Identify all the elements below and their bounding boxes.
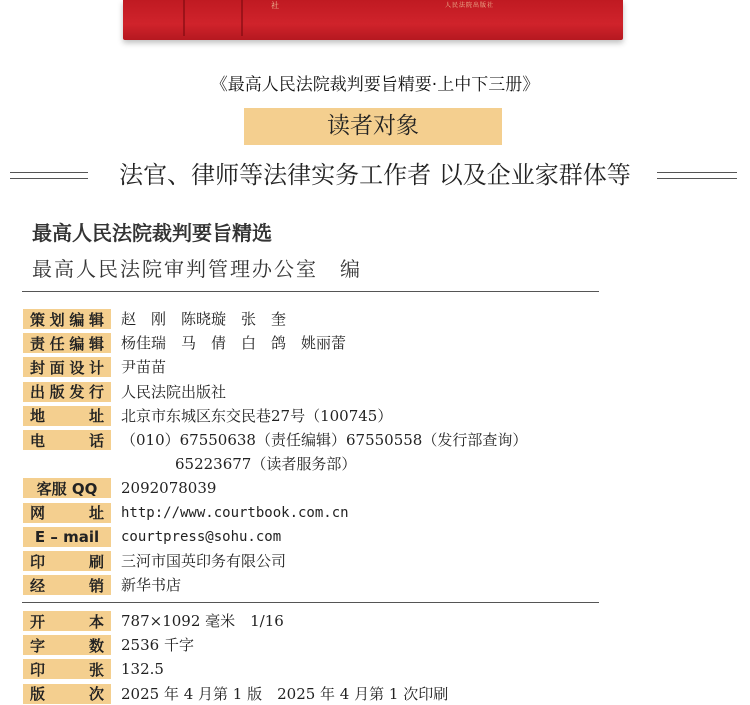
field-label bbox=[23, 684, 111, 704]
field-value: 人民法院出版社 bbox=[121, 382, 227, 401]
field-label-char: 辑 bbox=[88, 310, 104, 329]
field-label-char: 计 bbox=[88, 358, 104, 377]
field-label bbox=[23, 478, 111, 498]
field-label-char: 销 bbox=[88, 576, 104, 595]
field-label-char: 电 bbox=[30, 431, 46, 450]
field-value: 尹苗苗 bbox=[121, 358, 167, 377]
field-label-char: 话 bbox=[88, 431, 104, 450]
audience-label: 读者对象 bbox=[244, 108, 502, 145]
field-label-char: 版 bbox=[49, 383, 65, 402]
field-value: 赵 刚 陈晓璇 张 奎 bbox=[121, 310, 287, 328]
field-value: 2092078039 bbox=[121, 479, 217, 498]
field-label-char: 编 bbox=[69, 310, 85, 329]
field-label-char: 划 bbox=[49, 310, 65, 329]
field-label bbox=[23, 406, 111, 426]
field-label-char: E – mail bbox=[34, 527, 100, 546]
field-label bbox=[23, 551, 111, 571]
field-label-char: 封 bbox=[30, 358, 46, 377]
field-label-char: 编 bbox=[69, 334, 85, 353]
audience-row bbox=[0, 158, 750, 192]
field-label-char: 任 bbox=[49, 334, 65, 353]
field-label bbox=[23, 309, 111, 329]
book-cover-image bbox=[123, 0, 623, 40]
book-box bbox=[123, 0, 623, 40]
info-title: 最高人民法院裁判要旨精选 bbox=[32, 221, 272, 245]
cover-publisher-text: 人民法院出版社 bbox=[445, 2, 495, 9]
divider-rule bbox=[22, 291, 599, 292]
field-value: 杨佳瑞 马 倩 白 鸽 姚丽蕾 bbox=[121, 334, 347, 353]
field-label-char: 责 bbox=[30, 334, 46, 353]
field-label-char: 地 bbox=[30, 407, 46, 426]
book-title: 《最高人民法院裁判要旨精要·上中下三册》 bbox=[210, 75, 540, 95]
field-value-continued: 65223677（读者服务部） bbox=[175, 455, 357, 474]
field-label-char: 辑 bbox=[88, 334, 104, 353]
field-label-char: 网 bbox=[30, 504, 46, 523]
field-value: 132.5 bbox=[121, 660, 164, 679]
book-divider bbox=[241, 0, 243, 36]
right-double-rule bbox=[657, 172, 737, 179]
field-value: 787×1092 毫米 1/16 bbox=[121, 612, 284, 630]
field-label-char: 版 bbox=[30, 685, 46, 704]
field-label bbox=[23, 635, 111, 655]
field-label-char: 开 bbox=[30, 612, 46, 631]
field-label-char: 数 bbox=[88, 636, 104, 655]
field-label bbox=[23, 503, 111, 523]
field-label bbox=[23, 382, 111, 402]
field-value: 北京市东城区东交民巷27号（100745） bbox=[121, 406, 393, 425]
field-label-char: 行 bbox=[88, 383, 104, 402]
field-label-char: 印 bbox=[30, 660, 46, 679]
field-value: （010）67550638（责任编辑）67550558（发行部查询） bbox=[121, 431, 528, 449]
field-label-char: 设 bbox=[69, 358, 85, 377]
field-label-char: 本 bbox=[88, 612, 104, 631]
audience-text: 法官、律师等法律实务工作者 以及企业家群体等 bbox=[119, 161, 631, 189]
field-label-char: 址 bbox=[88, 407, 104, 426]
field-label-char: 发 bbox=[69, 383, 85, 402]
field-value: 2536 千字 bbox=[121, 636, 194, 655]
field-label bbox=[23, 430, 111, 450]
field-value: courtpress@sohu.com bbox=[121, 528, 282, 545]
info-editor: 最高人民法院审判管理办公室 编 bbox=[32, 257, 362, 281]
field-label-char: 张 bbox=[88, 660, 104, 679]
field-label-char: 面 bbox=[49, 358, 65, 377]
field-label bbox=[23, 357, 111, 377]
field-label bbox=[23, 611, 111, 631]
field-label-char: 客服 QQ bbox=[36, 479, 98, 498]
field-value: 新华书店 bbox=[121, 576, 182, 595]
field-label-char: 印 bbox=[30, 552, 46, 571]
field-label-char: 策 bbox=[30, 310, 46, 329]
field-label bbox=[23, 333, 111, 353]
cover-spine-text: 社 bbox=[271, 1, 279, 10]
field-label-char: 刷 bbox=[88, 552, 104, 571]
field-label-char: 次 bbox=[88, 685, 104, 704]
field-label bbox=[23, 527, 111, 547]
left-double-rule bbox=[10, 172, 88, 179]
field-label bbox=[23, 575, 111, 595]
field-label-char: 址 bbox=[88, 504, 104, 523]
divider-rule bbox=[22, 602, 599, 603]
field-label-char: 出 bbox=[30, 383, 46, 402]
book-divider bbox=[183, 0, 185, 36]
field-value: 2025 年 4 月第 1 版 2025 年 4 月第 1 次印刷 bbox=[121, 684, 449, 703]
field-label-char: 经 bbox=[30, 576, 46, 595]
field-label-char: 字 bbox=[30, 636, 46, 655]
field-label bbox=[23, 659, 111, 679]
field-value: 三河市国英印务有限公司 bbox=[121, 552, 287, 570]
field-value: http://www.courtbook.com.cn bbox=[121, 504, 349, 521]
